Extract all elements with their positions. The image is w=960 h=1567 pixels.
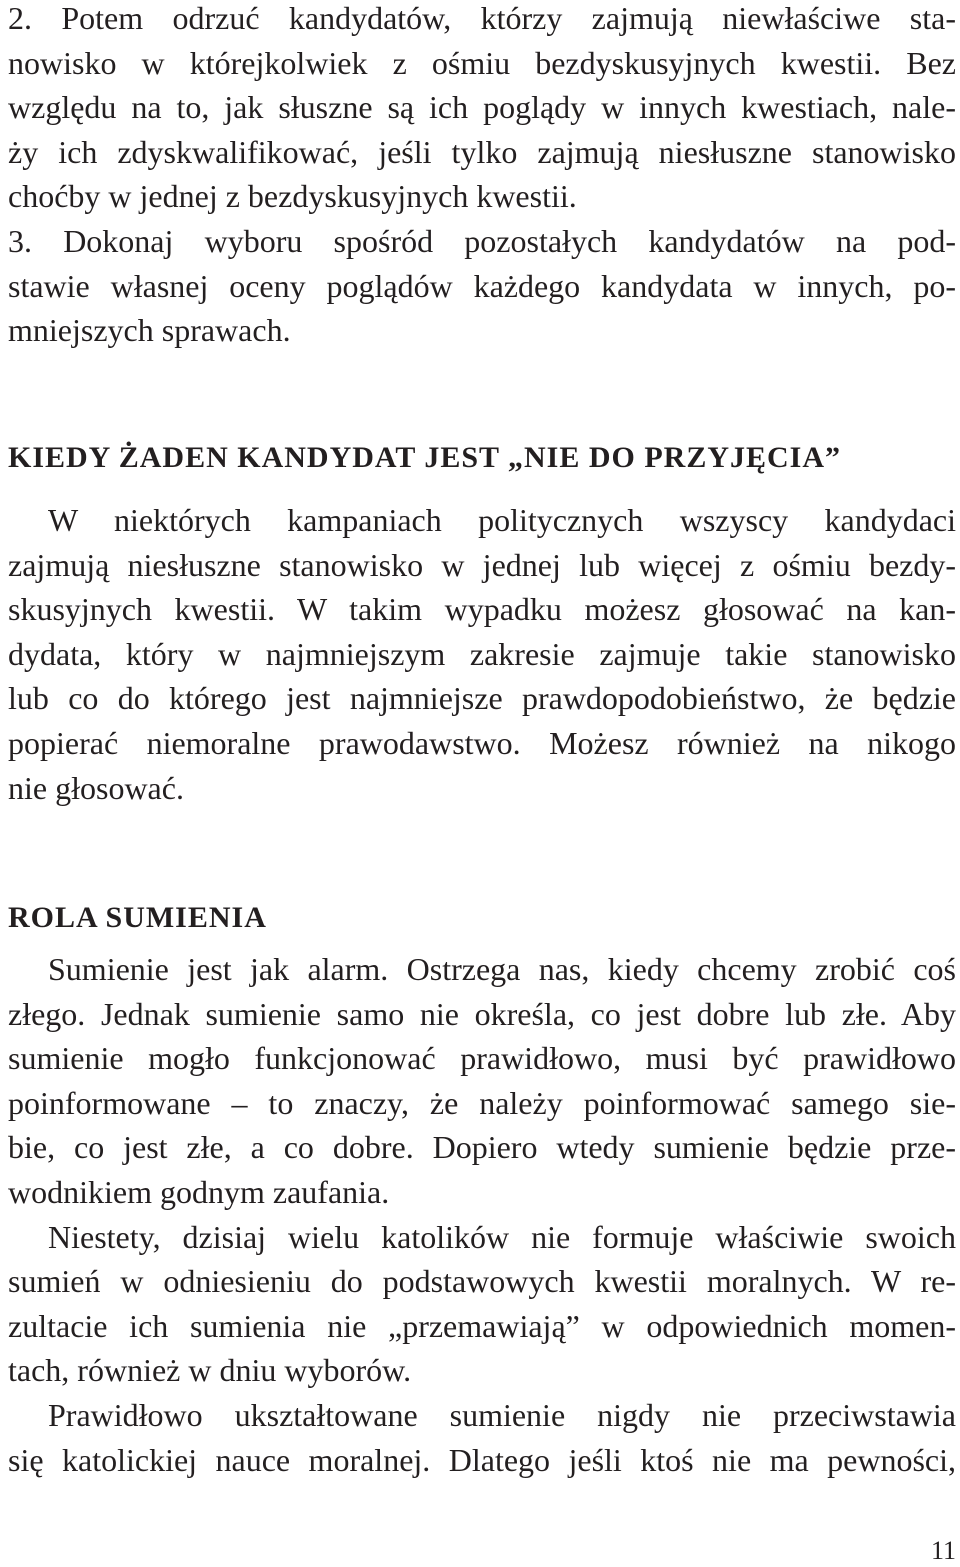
- text-line: nie głosować.: [8, 769, 184, 806]
- text-line: mniejszych sprawach.: [8, 312, 291, 349]
- text-line: skusyjnych kwestii. W takim wypadku możesz głosować na kan-: [8, 591, 956, 628]
- text-line: W niektórych kampaniach politycznych wszyscy kandydaci: [48, 502, 956, 538]
- text-line: sumienie mogło funkcjonować prawidłowo, musi być prawidłowo: [8, 1040, 956, 1077]
- text-line: złego. Jednak sumienie samo nie określa, co jest dobre lub złe. Aby: [8, 995, 956, 1032]
- text-line: zultacie ich sumienia nie „przemawiają” w odpowiednich momen-: [8, 1307, 956, 1344]
- text-line: lub co do którego jest najmniejsze prawdopodobieństwo, że będzie: [8, 680, 956, 717]
- paragraph-block-mid: [8, 498, 956, 810]
- text-line: Niestety, dzisiaj wielu katolików nie formuje właściwie swoich: [48, 1218, 956, 1255]
- text-line: Prawidłowo ukształtowane sumienie nigdy nie przeciwstawia: [48, 1396, 956, 1433]
- text-line: choćby w jednej z bezdyskusyjnych kwestii.: [8, 178, 577, 215]
- text-line: sumień w odniesieniu do podstawowych kwestii moralnych. W re-: [8, 1263, 956, 1300]
- text-line: poinformowane – to znaczy, że należy poinformować samego sie-: [8, 1084, 956, 1121]
- text-line: 2. Potem odrzuć kandydatów, którzy zajmują niewłaściwe sta-: [8, 0, 956, 36]
- text-line: 3. Dokonaj wyboru spośród pozostałych kandydatów na pod-: [8, 222, 956, 259]
- text-line: względu na to, jak słuszne są ich poglądy w innych kwestiach, nale-: [8, 89, 956, 126]
- text-line: ży ich zdyskwalifikować, jeśli tylko zajmują niesłuszne stanowisko: [8, 133, 956, 170]
- text-line: nowisko w którejkolwiek z ośmiu bezdyskusyjnych kwestii. Bez: [8, 44, 956, 81]
- text-line: bie, co jest złe, a co dobre. Dopiero wtedy sumienie będzie prze-: [8, 1129, 956, 1166]
- paragraph-block-top: [8, 0, 956, 353]
- text-line: się katolickiej nauce moralnej. Dlatego jeśli ktoś nie ma pewności,: [8, 1441, 956, 1478]
- page-number: 11: [930, 1536, 956, 1565]
- text-line: popierać niemoralne prawodawstwo. Możesz również na nikogo: [8, 724, 956, 761]
- text-line: zajmują niesłuszne stanowisko w jednej lub więcej z ośmiu bezdy-: [8, 546, 956, 583]
- document-page: [8, 0, 956, 1567]
- text-line: dydata, który w najmniejszym zakresie zajmuje takie stanowisko: [8, 635, 956, 672]
- text-line: stawie własnej oceny poglądów każdego kandydata w innych, po-: [8, 267, 956, 304]
- text-line: tach, również w dniu wyborów.: [8, 1352, 412, 1389]
- section-heading: KIEDY ŻADEN KANDYDAT JEST „NIE DO PRZYJĘCIA”: [8, 441, 842, 474]
- paragraph-block-bottom: [8, 947, 956, 1482]
- section-heading: ROLA SUMIENIA: [8, 901, 267, 934]
- text-line: Sumienie jest jak alarm. Ostrzega nas, kiedy chcemy zrobić coś: [48, 951, 956, 987]
- text-line: wodnikiem godnym zaufania.: [8, 1173, 390, 1210]
